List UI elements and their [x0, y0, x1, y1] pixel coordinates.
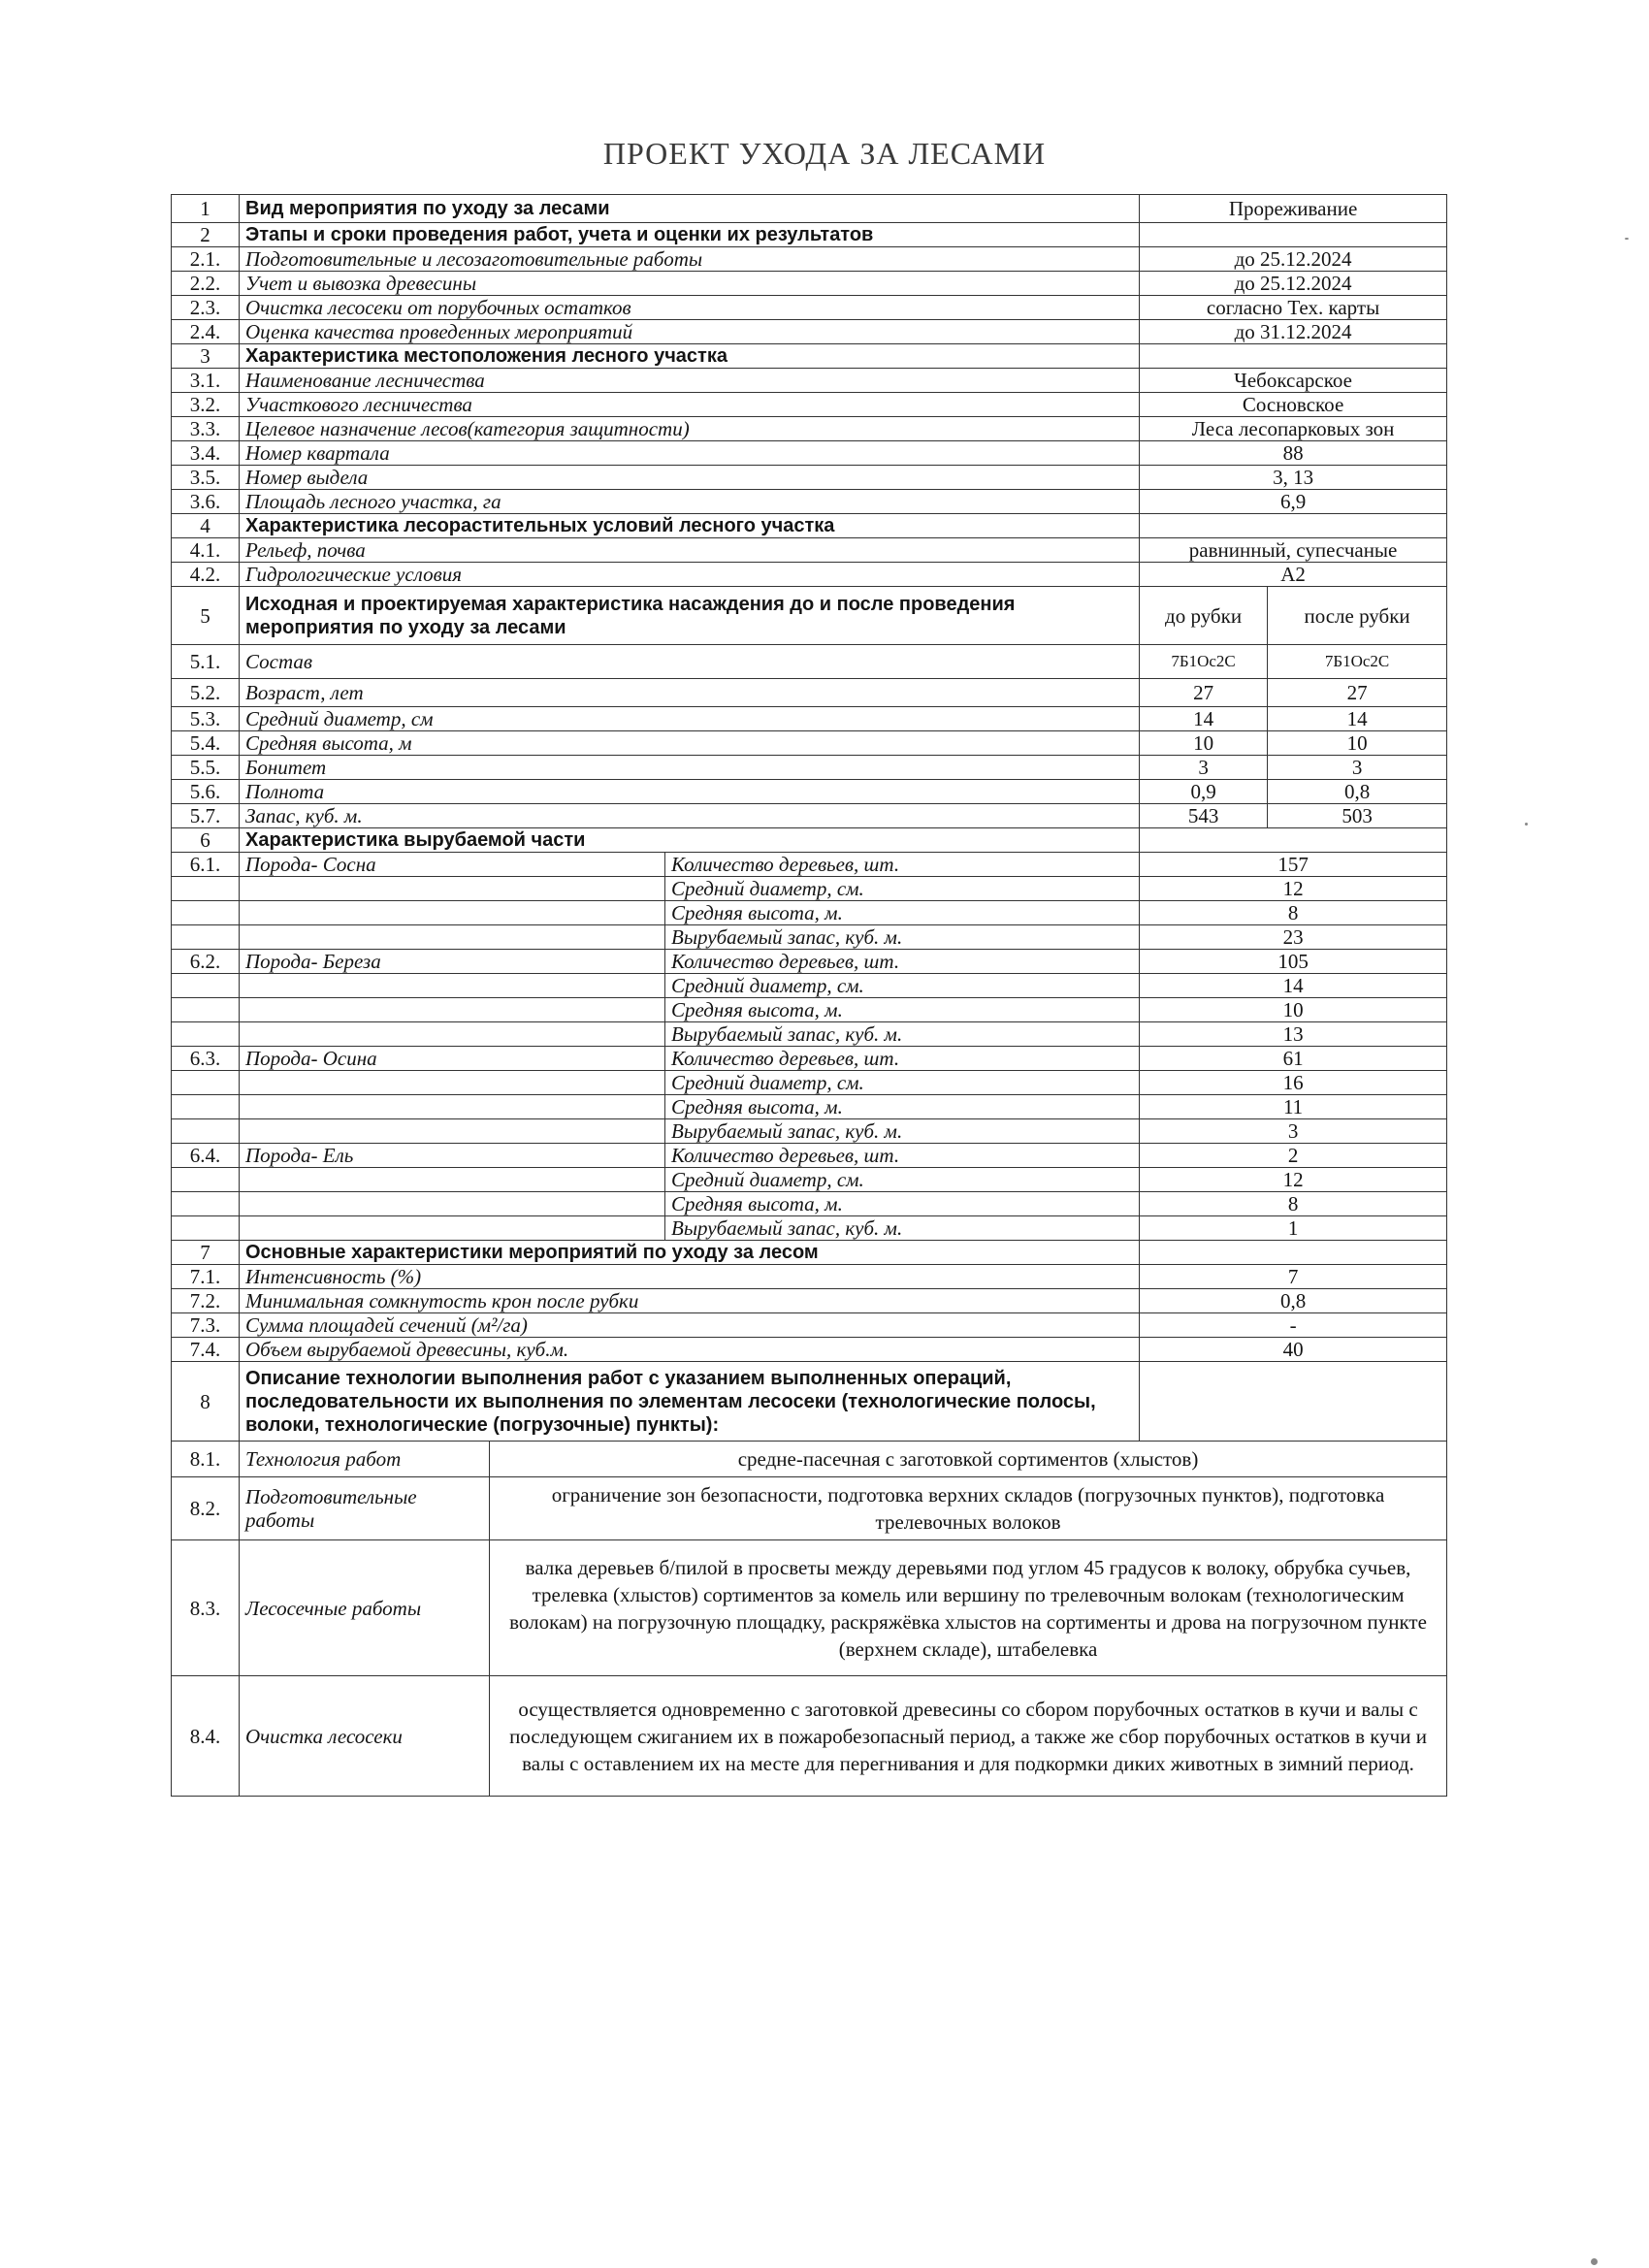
row-number: 8.3. — [172, 1540, 240, 1676]
row-value: А2 — [1140, 563, 1447, 587]
row-label: Интенсивность (%) — [240, 1265, 1140, 1289]
table-row — [172, 1442, 1447, 1477]
table-row — [172, 645, 1447, 679]
row-number: 6.4. — [172, 1144, 240, 1168]
parameter-value: 8 — [1140, 1192, 1447, 1216]
scan-speck — [1525, 823, 1528, 826]
parameter-label: Количество деревьев, шт. — [665, 950, 1140, 974]
table-row — [172, 877, 1447, 901]
table-row — [172, 1192, 1447, 1216]
species-name: Порода- Сосна — [240, 853, 665, 877]
section-title: Вид мероприятия по уходу за лесами — [240, 195, 1140, 223]
parameter-value: 157 — [1140, 853, 1447, 877]
value-before: 14 — [1140, 707, 1268, 731]
row-value: 7 — [1140, 1265, 1447, 1289]
section-header-row — [172, 1362, 1447, 1442]
scan-speck — [1591, 2258, 1598, 2265]
row-number: 6 — [172, 828, 240, 853]
row-value: 88 — [1140, 441, 1447, 466]
parameter-value: 12 — [1140, 1168, 1447, 1192]
row-description: валка деревьев б/пилой в просветы между деревьями под углом 45 градусов к волоку, обрубка сучьев, трелевка (хлыстов) сортиментов за комель или вершину по трелевочным волокам (технологическим волокам) на погрузочную площадку, раскряжёвка хлыстов на сортименты и дрова на погрузочном пункте (верхнем складе), штабелевка — [490, 1540, 1447, 1676]
row-value: 3, 13 — [1140, 466, 1447, 490]
row-value — [1140, 514, 1447, 538]
row-label: Технология работ — [240, 1442, 490, 1477]
row-label: Оценка качества проведенных мероприятий — [240, 320, 1140, 344]
document-title: ПРОЕКТ УХОДА ЗА ЛЕСАМИ — [602, 136, 1047, 171]
row-number: 5 — [172, 587, 240, 645]
row-value — [1140, 344, 1447, 369]
row-label: Лесосечные работы — [240, 1540, 490, 1676]
row-number: 2.3. — [172, 296, 240, 320]
parameter-value: 1 — [1140, 1216, 1447, 1241]
section-title: Этапы и сроки проведения работ, учета и оценки их результатов — [240, 223, 1140, 247]
table-row — [172, 731, 1447, 756]
row-number: 8.2. — [172, 1477, 240, 1540]
row-value: до 25.12.2024 — [1140, 247, 1447, 272]
section-header-row — [172, 514, 1447, 538]
row-number: 7 — [172, 1241, 240, 1265]
table-row — [172, 1540, 1447, 1676]
row-value — [1140, 223, 1447, 247]
value-after: 14 — [1268, 707, 1447, 731]
row-label: Полнота — [240, 780, 1140, 804]
row-label: Очистка лесосеки — [240, 1676, 490, 1797]
row-value: до 31.12.2024 — [1140, 320, 1447, 344]
row-number: 1 — [172, 195, 240, 223]
parameter-label: Количество деревьев, шт. — [665, 1047, 1140, 1071]
value-after: 503 — [1268, 804, 1447, 828]
parameter-value: 10 — [1140, 998, 1447, 1022]
value-after: 7Б1Ос2С — [1268, 645, 1447, 679]
parameter-value: 2 — [1140, 1144, 1447, 1168]
row-label: Гидрологические условия — [240, 563, 1140, 587]
row-number: 2 — [172, 223, 240, 247]
row-number: 4 — [172, 514, 240, 538]
table-row — [172, 296, 1447, 320]
table-body — [172, 195, 1447, 1797]
column-header-before: до рубки — [1140, 587, 1268, 645]
table-row — [172, 1265, 1447, 1289]
section-title: Характеристика лесорастительных условий лесного участка — [240, 514, 1140, 538]
table-row — [172, 1047, 1447, 1071]
species-name — [240, 1168, 665, 1192]
section-header-row — [172, 828, 1447, 853]
table-row — [172, 1216, 1447, 1241]
row-number: 5.6. — [172, 780, 240, 804]
row-value: равнинный, супесчаные — [1140, 538, 1447, 563]
parameter-value: 12 — [1140, 877, 1447, 901]
row-label: Состав — [240, 645, 1140, 679]
table-row — [172, 998, 1447, 1022]
row-value: до 25.12.2024 — [1140, 272, 1447, 296]
row-number — [172, 1216, 240, 1241]
section-title: Характеристика вырубаемой части — [240, 828, 1140, 853]
row-number — [172, 998, 240, 1022]
row-description: средне-пасечная с заготовкой сортиментов (хлыстов) — [490, 1442, 1447, 1477]
value-after: 27 — [1268, 679, 1447, 707]
table-row — [172, 1676, 1447, 1797]
row-number — [172, 901, 240, 925]
parameter-value: 16 — [1140, 1071, 1447, 1095]
row-number: 7.2. — [172, 1289, 240, 1313]
species-name — [240, 974, 665, 998]
value-before: 3 — [1140, 756, 1268, 780]
parameter-label: Средняя высота, м. — [665, 998, 1140, 1022]
row-number: 4.1. — [172, 538, 240, 563]
row-value: Прореживание — [1140, 195, 1447, 223]
parameter-label: Средняя высота, м. — [665, 901, 1140, 925]
row-number: 3.1. — [172, 369, 240, 393]
table-row — [172, 272, 1447, 296]
row-number: 7.1. — [172, 1265, 240, 1289]
row-number: 3 — [172, 344, 240, 369]
table-row — [172, 320, 1447, 344]
row-label: Возраст, лет — [240, 679, 1140, 707]
row-number: 2.1. — [172, 247, 240, 272]
row-label: Объем вырубаемой древесины, куб.м. — [240, 1338, 1140, 1362]
column-header-after: после рубки — [1268, 587, 1447, 645]
row-number — [172, 1168, 240, 1192]
species-name — [240, 1095, 665, 1119]
row-number — [172, 1022, 240, 1047]
table-row — [172, 707, 1447, 731]
scan-speck — [1625, 238, 1629, 240]
section-header-row — [172, 587, 1447, 645]
parameter-value: 11 — [1140, 1095, 1447, 1119]
row-value: 40 — [1140, 1338, 1447, 1362]
row-number: 3.2. — [172, 393, 240, 417]
table-row — [172, 950, 1447, 974]
table-row — [172, 679, 1447, 707]
forest-care-project-table — [171, 194, 1447, 1797]
row-label: Подготовительные работы — [240, 1477, 490, 1540]
row-value: 6,9 — [1140, 490, 1447, 514]
row-description: осуществляется одновременно с заготовкой древесины со сбором порубочных остатков в кучи и валы с последующем сжиганием их в пожаробезопасный период, а также же сбор порубочных остатков в кучи и валы с оставлением их на месте для перегнивания и для подкормки диких животных в зимний период. — [490, 1676, 1447, 1797]
species-name — [240, 1192, 665, 1216]
row-label: Номер выдела — [240, 466, 1140, 490]
table-row — [172, 974, 1447, 998]
row-label: Наименование лесничества — [240, 369, 1140, 393]
row-label: Сумма площадей сечений (м²/га) — [240, 1313, 1140, 1338]
table-row — [172, 1338, 1447, 1362]
table-row — [172, 925, 1447, 950]
species-name — [240, 1216, 665, 1241]
row-number — [172, 974, 240, 998]
empty-value — [1140, 828, 1447, 853]
parameter-label: Средний диаметр, см. — [665, 1168, 1140, 1192]
row-number: 6.2. — [172, 950, 240, 974]
section-header-row — [172, 223, 1447, 247]
row-label: Площадь лесного участка, га — [240, 490, 1140, 514]
row-label: Подготовительные и лесозаготовительные работы — [240, 247, 1140, 272]
parameter-value: 3 — [1140, 1119, 1447, 1144]
parameter-label: Средняя высота, м. — [665, 1095, 1140, 1119]
table-row — [172, 853, 1447, 877]
table-row — [172, 538, 1447, 563]
row-label: Целевое назначение лесов(категория защитности) — [240, 417, 1140, 441]
row-value: - — [1140, 1313, 1447, 1338]
parameter-label: Средний диаметр, см. — [665, 1071, 1140, 1095]
row-value: согласно Тех. карты — [1140, 296, 1447, 320]
row-number: 6.1. — [172, 853, 240, 877]
row-label: Учет и вывозка древесины — [240, 272, 1140, 296]
row-label: Бонитет — [240, 756, 1140, 780]
table-row — [172, 393, 1447, 417]
table-row — [172, 490, 1447, 514]
row-number: 8.1. — [172, 1442, 240, 1477]
row-label: Рельеф, почва — [240, 538, 1140, 563]
table-row — [172, 1119, 1447, 1144]
parameter-label: Вырубаемый запас, куб. м. — [665, 1022, 1140, 1047]
row-number: 3.4. — [172, 441, 240, 466]
value-before: 7Б1Ос2С — [1140, 645, 1268, 679]
value-after: 10 — [1268, 731, 1447, 756]
section-title: Характеристика местоположения лесного участка — [240, 344, 1140, 369]
section-header-row — [172, 344, 1447, 369]
parameter-value: 61 — [1140, 1047, 1447, 1071]
row-number: 7.4. — [172, 1338, 240, 1362]
row-number: 3.5. — [172, 466, 240, 490]
species-name — [240, 901, 665, 925]
parameter-value: 13 — [1140, 1022, 1447, 1047]
table-row — [172, 247, 1447, 272]
section-title: Исходная и проектируемая характеристика насаждения до и после проведения мероприятия по уходу за лесами — [240, 587, 1140, 645]
table-row — [172, 1095, 1447, 1119]
value-after: 0,8 — [1268, 780, 1447, 804]
table-row — [172, 1022, 1447, 1047]
value-before: 0,9 — [1140, 780, 1268, 804]
table-row — [172, 563, 1447, 587]
parameter-label: Средний диаметр, см. — [665, 877, 1140, 901]
section-title: Основные характеристики мероприятий по уходу за лесом — [240, 1241, 1140, 1265]
row-label: Средняя высота, м — [240, 731, 1140, 756]
parameter-value: 23 — [1140, 925, 1447, 950]
row-number: 4.2. — [172, 563, 240, 587]
row-number — [172, 1192, 240, 1216]
species-name — [240, 998, 665, 1022]
table-row — [172, 466, 1447, 490]
row-number: 6.3. — [172, 1047, 240, 1071]
parameter-label: Средний диаметр, см. — [665, 974, 1140, 998]
value-after: 3 — [1268, 756, 1447, 780]
parameter-label: Количество деревьев, шт. — [665, 853, 1140, 877]
table-row — [172, 1168, 1447, 1192]
parameter-label: Вырубаемый запас, куб. м. — [665, 925, 1140, 950]
row-number: 5.7. — [172, 804, 240, 828]
row-number: 7.3. — [172, 1313, 240, 1338]
parameter-value: 14 — [1140, 974, 1447, 998]
table-row — [172, 804, 1447, 828]
row-label: Средний диаметр, см — [240, 707, 1140, 731]
row-number — [172, 1071, 240, 1095]
row-number: 5.4. — [172, 731, 240, 756]
empty-value — [1140, 1362, 1447, 1442]
species-name — [240, 1022, 665, 1047]
row-number — [172, 877, 240, 901]
row-number: 5.5. — [172, 756, 240, 780]
row-description: ограничение зон безопасности, подготовка верхних складов (погрузочных пунктов), подготовка трелевочных волоков — [490, 1477, 1447, 1540]
parameter-label: Средняя высота, м. — [665, 1192, 1140, 1216]
table-row — [172, 1477, 1447, 1540]
value-before: 543 — [1140, 804, 1268, 828]
row-number — [172, 1095, 240, 1119]
row-number — [172, 1119, 240, 1144]
parameter-value: 105 — [1140, 950, 1447, 974]
row-number: 8.4. — [172, 1676, 240, 1797]
row-label: Номер квартала — [240, 441, 1140, 466]
table-row — [172, 756, 1447, 780]
table-row — [172, 780, 1447, 804]
species-name: Порода- Осина — [240, 1047, 665, 1071]
empty-value — [1140, 1241, 1447, 1265]
row-value: Леса лесопарковых зон — [1140, 417, 1447, 441]
species-name — [240, 877, 665, 901]
species-name — [240, 925, 665, 950]
row-value: 0,8 — [1140, 1289, 1447, 1313]
section-header-row — [172, 195, 1447, 223]
row-value: Чебоксарское — [1140, 369, 1447, 393]
table-row — [172, 1289, 1447, 1313]
parameter-value: 8 — [1140, 901, 1447, 925]
row-label: Участкового лесничества — [240, 393, 1140, 417]
species-name — [240, 1119, 665, 1144]
row-number: 2.2. — [172, 272, 240, 296]
row-label: Очистка лесосеки от порубочных остатков — [240, 296, 1140, 320]
value-before: 27 — [1140, 679, 1268, 707]
row-value: Сосновское — [1140, 393, 1447, 417]
table-row — [172, 417, 1447, 441]
parameter-label: Вырубаемый запас, куб. м. — [665, 1216, 1140, 1241]
row-number: 5.1. — [172, 645, 240, 679]
table-row — [172, 369, 1447, 393]
row-number: 2.4. — [172, 320, 240, 344]
parameter-label: Вырубаемый запас, куб. м. — [665, 1119, 1140, 1144]
parameter-label: Количество деревьев, шт. — [665, 1144, 1140, 1168]
row-number — [172, 925, 240, 950]
row-number: 5.3. — [172, 707, 240, 731]
species-name: Порода- Ель — [240, 1144, 665, 1168]
table-row — [172, 1071, 1447, 1095]
row-label: Запас, куб. м. — [240, 804, 1140, 828]
species-name — [240, 1071, 665, 1095]
section-title: Описание технологии выполнения работ с указанием выполненных операций, последовательности их выполнения по элементам лесосеки (технологические полосы, волоки, технологические (погрузочные) пункты): — [240, 1362, 1140, 1442]
section-header-row — [172, 1241, 1447, 1265]
row-number: 3.3. — [172, 417, 240, 441]
row-number: 3.6. — [172, 490, 240, 514]
value-before: 10 — [1140, 731, 1268, 756]
table-row — [172, 1313, 1447, 1338]
table-row — [172, 1144, 1447, 1168]
table-row — [172, 901, 1447, 925]
row-label: Минимальная сомкнутость крон после рубки — [240, 1289, 1140, 1313]
species-name: Порода- Береза — [240, 950, 665, 974]
row-number: 5.2. — [172, 679, 240, 707]
row-number: 8 — [172, 1362, 240, 1442]
table-row — [172, 441, 1447, 466]
